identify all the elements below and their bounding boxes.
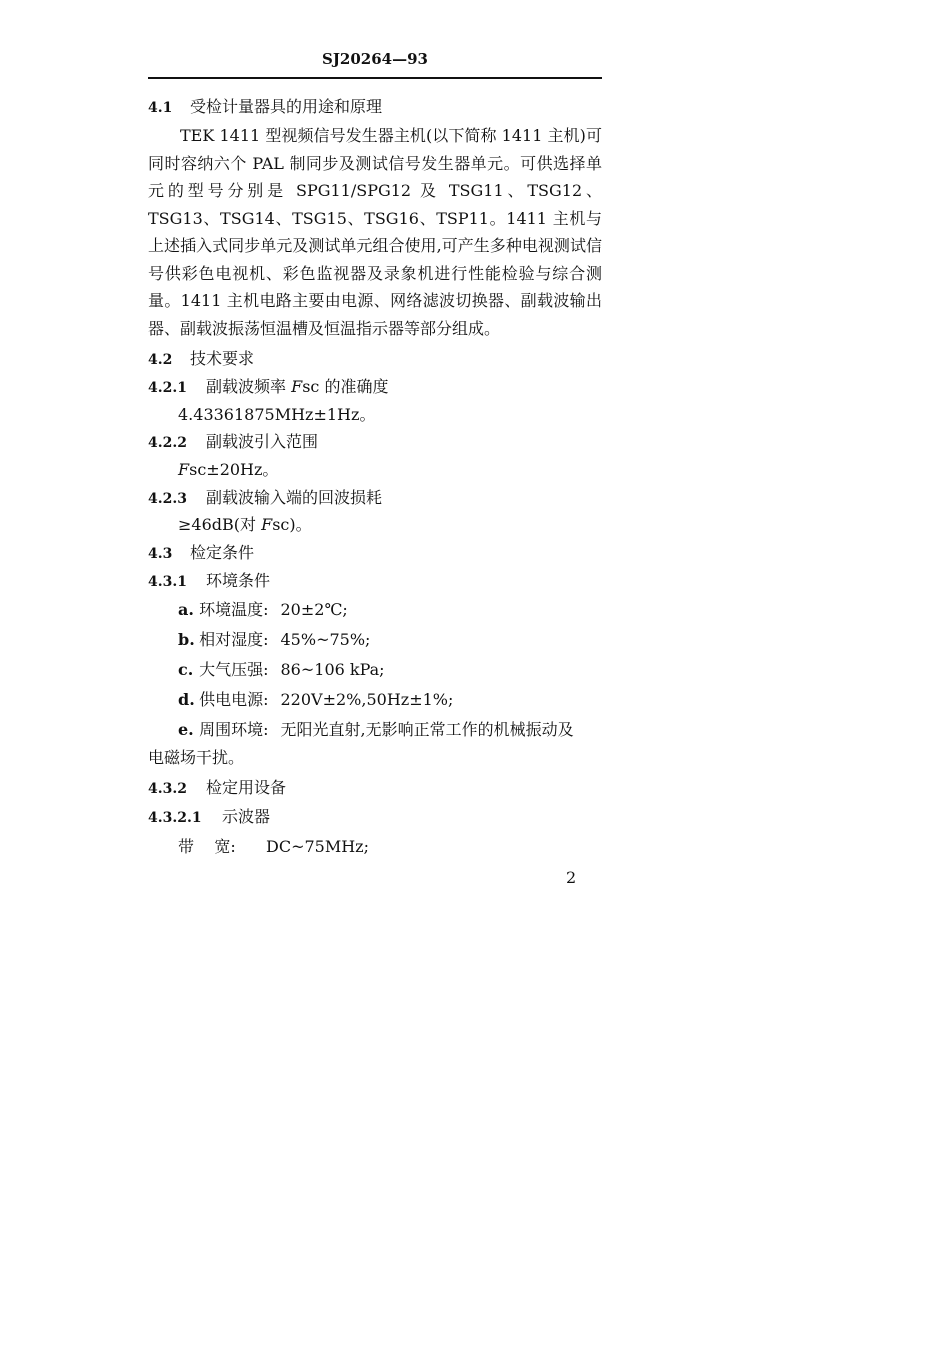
section-title: 检定用设备 [206,778,287,797]
item-label: 周围环境: [199,720,269,739]
item-letter: a. [178,600,194,619]
section-4-1-body: TEK 1411 型视频信号发生器主机(以下简称 1411 主机)可同时容纳六个 PAL 制同步及测试信号发生器单元。可供选择单元的型号分别是 SPG11/SPG12 及 TSG11、TSG12、TSG13、TSG14、TSG15、TSG16、TSP11。1411 主机与上述插入式同步单元及测试单元组合使用,可产生多种电视测试信号供彩色电视机、彩色监视器及录象机进行性能检验与综合测量。1411 主机电路主要由电源、网络滤波切换器、副载波输出器、副载波振荡恒温槽及恒温指示器等部分组成。 [148,126,602,338]
section-number: 4.3 [148,546,173,562]
section-number: 4.3.2.1 [148,810,202,826]
fsc-symbol: F [261,515,273,534]
bandwidth-spec [178,837,369,857]
condition-item-e [178,720,574,740]
section-4-3-2-1-heading [148,807,270,828]
section-title-pre: 副载波频率 [206,377,292,396]
section-4-3-1-heading [148,571,270,592]
section-title-post: sc 的准确度 [302,377,389,396]
section-4-2-3-heading [148,488,382,509]
value-post: sc)。 [272,515,312,534]
section-4-1-heading [148,97,382,118]
section-4-2-2-heading [148,432,318,453]
section-number: 4.3.2 [148,781,187,797]
item-letter: c. [178,660,194,679]
section-4-2-1-value: 4.43361875MHz±1Hz。 [178,405,376,424]
section-title: 示波器 [222,807,271,826]
item-letter: d. [178,690,195,709]
section-4-3-heading [148,543,254,564]
section-4-3-2-heading [148,778,286,799]
page-number: 2 [566,868,577,887]
item-value: 20±2℃; [280,600,348,619]
item-letter: b. [178,630,195,649]
value-text: sc±20Hz。 [189,460,279,479]
header-rule [148,77,602,79]
item-label: 供电电源: [199,690,269,709]
fsc-symbol: F [178,460,190,479]
item-value: 45%~75%; [280,630,371,649]
condition-item-c [178,660,385,680]
section-number: 4.1 [148,100,173,116]
section-number: 4.2.2 [148,435,187,451]
item-label: 环境温度: [199,600,269,619]
document-code-header: SJ20264—93 [322,50,428,68]
item-value: 220V±2%,50Hz±1%; [280,690,454,709]
condition-item-d [178,690,453,710]
fsc-symbol: F [291,377,303,396]
section-4-2-3-value [178,515,312,535]
value-pre: ≥46dB(对 [178,515,262,534]
section-number: 4.2.1 [148,380,187,396]
item-label: 相对湿度: [199,630,269,649]
section-title: 技术要求 [190,349,255,368]
section-number: 4.2.3 [148,491,187,507]
item-label: 大气压强: [199,660,269,679]
condition-item-e-continuation: 电磁场干扰。 [148,748,245,767]
condition-item-b [178,630,370,650]
item-value: 无阳光直射,无影响正常工作的机械振动及 [280,720,574,739]
section-title: 受检计量器具的用途和原理 [190,97,383,116]
condition-item-a [178,600,348,620]
item-value: 86~106 kPa; [280,660,385,679]
section-title: 副载波引入范围 [206,432,319,451]
section-number: 4.2 [148,352,173,368]
section-title: 副载波输入端的回波损耗 [206,488,383,507]
section-title: 环境条件 [206,571,271,590]
bandwidth-label: 带 宽: [178,837,236,856]
bandwidth-value: DC~75MHz; [266,837,369,856]
section-4-2-heading [148,349,254,370]
section-4-2-2-value [178,460,278,480]
item-letter: e. [178,720,194,739]
section-4-2-1-heading [148,377,388,398]
section-title: 检定条件 [190,543,255,562]
section-number: 4.3.1 [148,574,187,590]
